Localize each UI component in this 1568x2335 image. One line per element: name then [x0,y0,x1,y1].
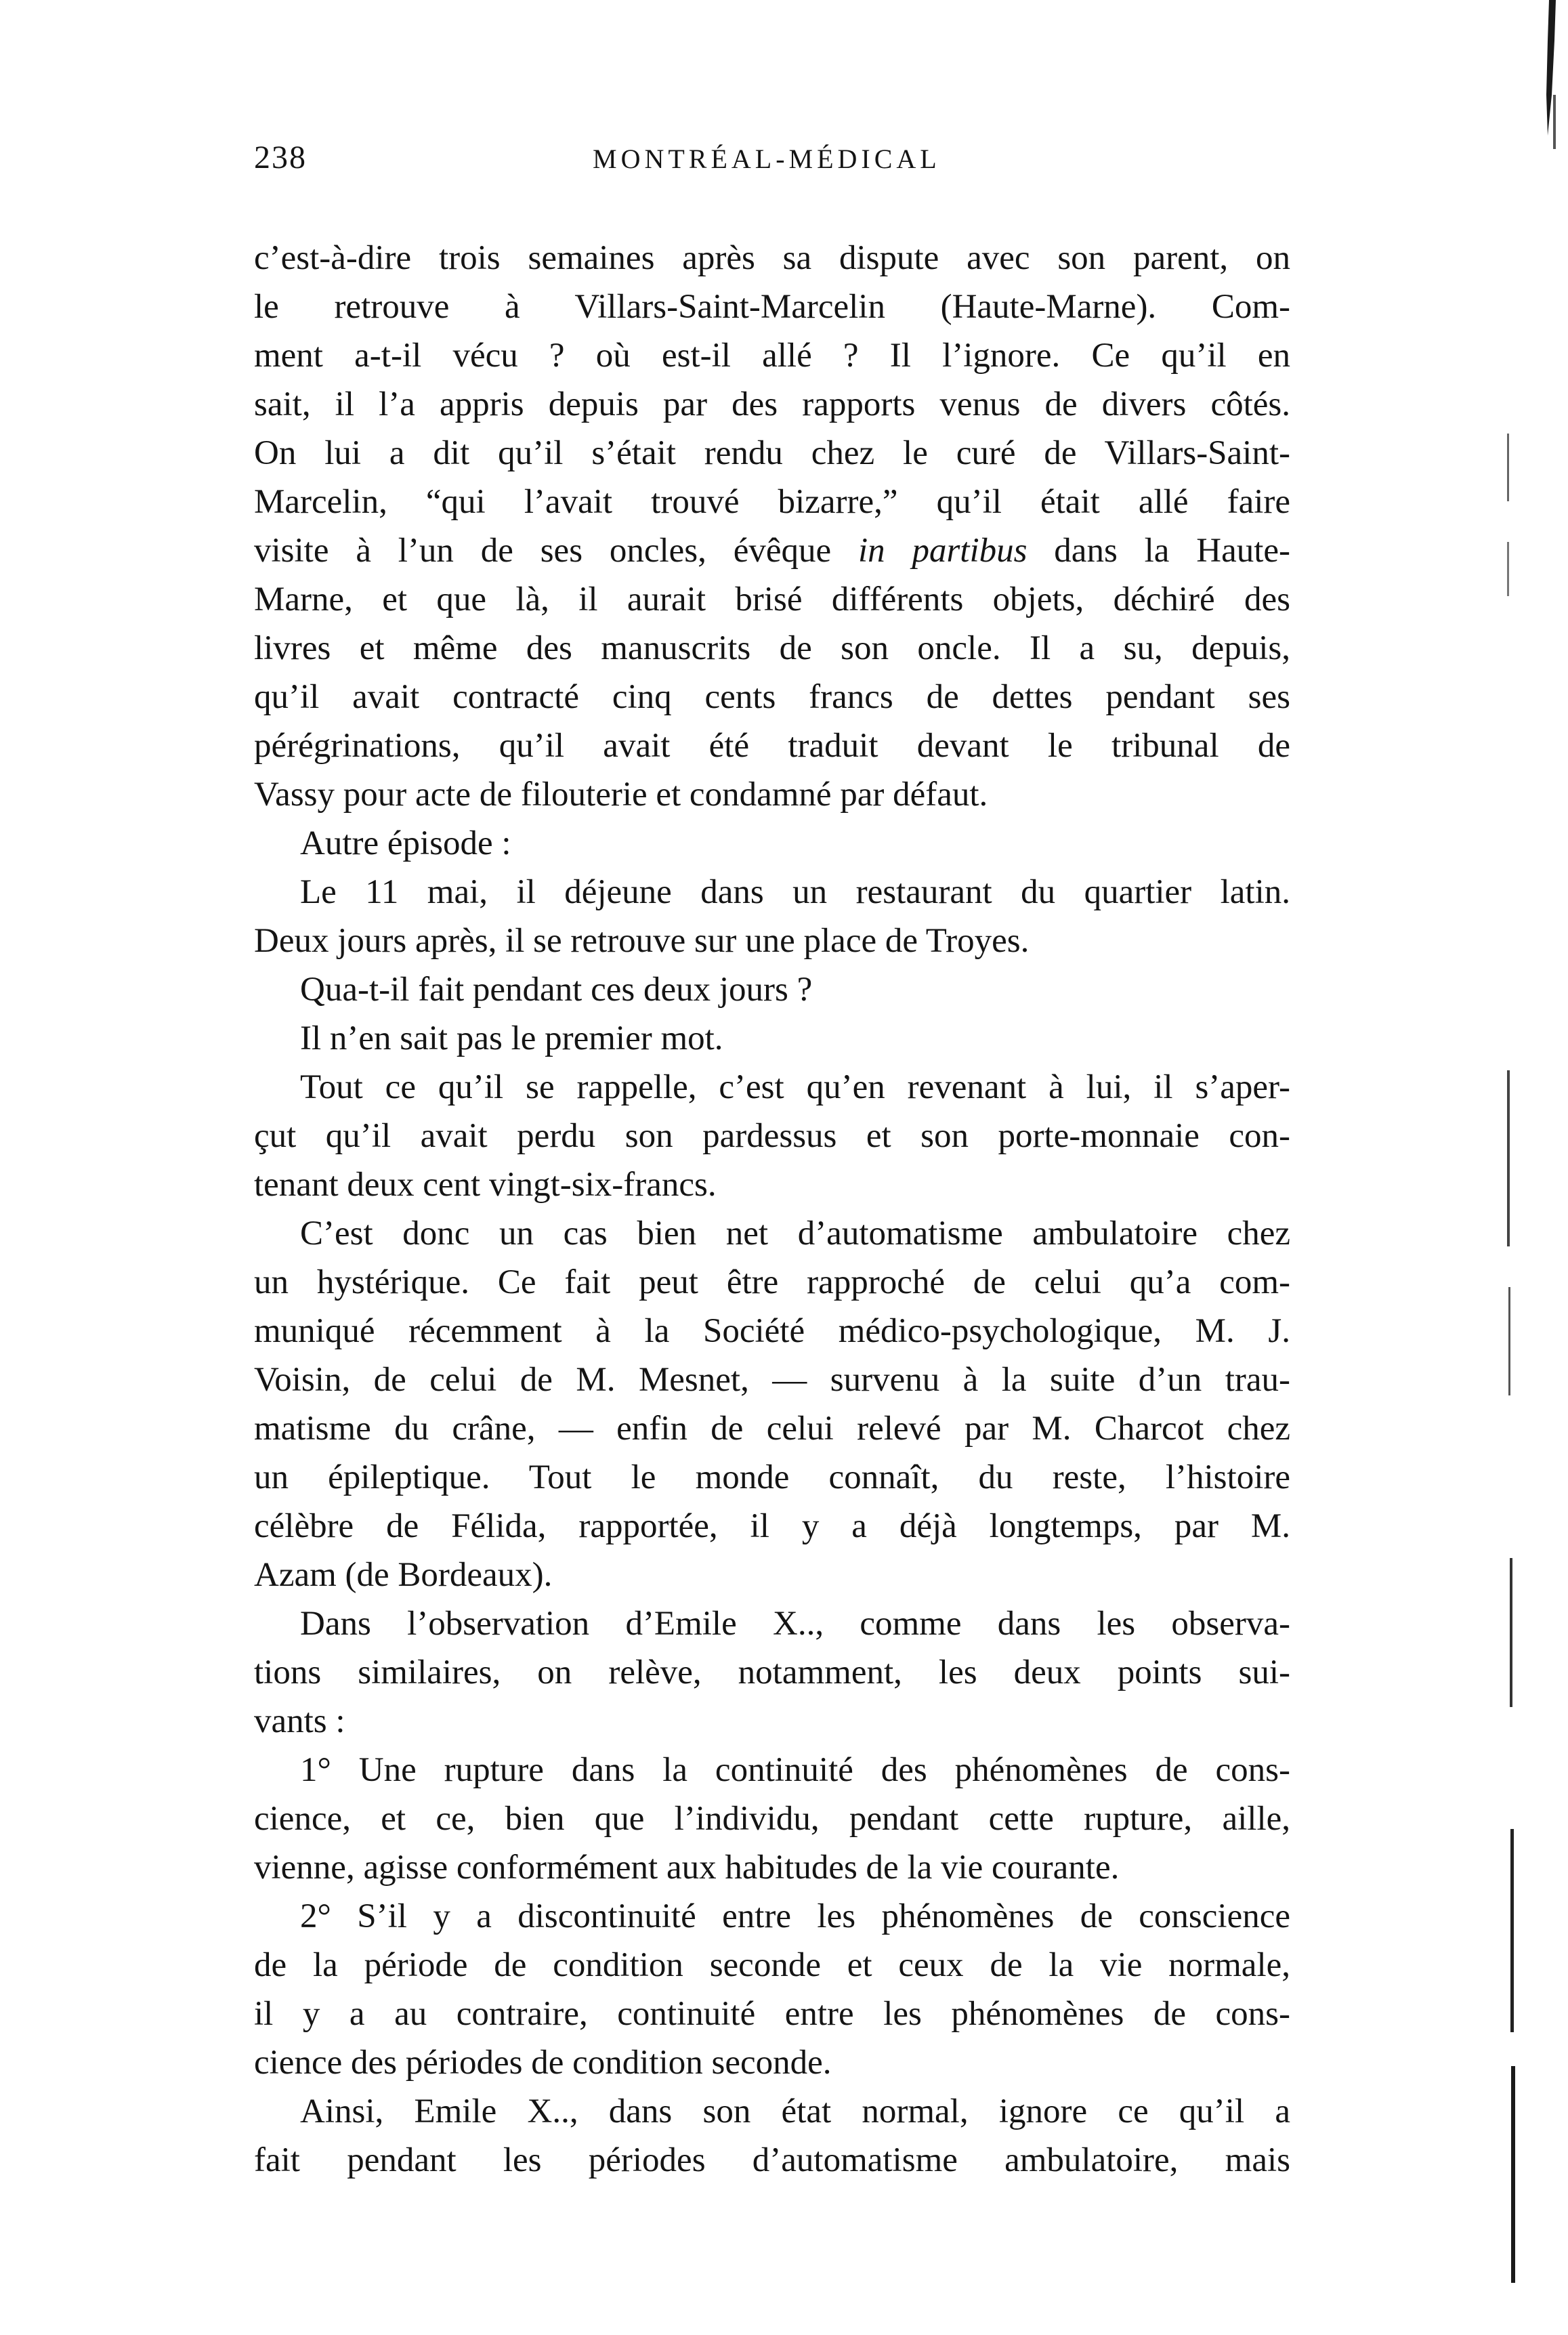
text-line: Autre épisode : [300,824,511,862]
scan-edge-mark [1507,542,1509,596]
text-line: qu’il avait contracté cinq cents francs de dettes pendant ses [254,678,1290,716]
scan-edge-mark [1507,434,1509,501]
text-line: 2° S’il y a discontinuité entre les phénomènes de conscience [300,1897,1290,1935]
text-line: un épileptique. Tout le monde connaît, du reste, l’histoire [254,1458,1290,1496]
text-line: ment a-t-il vécu ? où est-il allé ? Il l’ignore. Ce qu’il en [254,337,1290,375]
text-line: c’est-à-dire trois semaines après sa dispute avec son parent, on [254,239,1290,277]
text-line: On lui a dit qu’il s’était rendu chez le curé de Villars-Saint- [254,434,1290,472]
text-line: le retrouve à Villars-Saint-Marcelin (Haute-Marne). Com- [254,288,1290,326]
text-line: Il n’en sait pas le premier mot. [300,1019,723,1057]
text-line: Dans l’observation d’Emile X.., comme dans les observa- [300,1605,1290,1643]
text-line: 1° Une rupture dans la continuité des phénomènes de cons- [300,1751,1290,1789]
text-line: Azam (de Bordeaux). [254,1556,553,1594]
page-number: 238 [254,140,307,175]
italic-phrase: in partibus [857,532,1027,570]
text-line: Qua-t-il fait pendant ces deux jours ? [300,971,813,1009]
text-line: matisme du crâne, — enfin de celui relevé par M. Charcot chez [254,1410,1290,1448]
text-line: Deux jours après, il se retrouve sur une place de Troyes. [254,922,1030,960]
text-line: Ainsi, Emile X.., dans son état normal, ignore ce qu’il a [300,2092,1290,2130]
text-segment: visite à l’un de ses oncles, évêque [254,532,858,570]
text-line: C’est donc un cas bien net d’automatisme ambulatoire chez [300,1215,1290,1253]
text-line: fait pendant les périodes d’automatisme ambulatoire, mais [254,2141,1290,2179]
text-line: un hystérique. Ce fait peut être rapproché de celui qu’a com- [254,1263,1290,1301]
text-line: cience, et ce, bien que l’individu, pendant cette rupture, aille, [254,1800,1290,1838]
text-line: muniqué récemment à la Société médico-psychologique, M. J. [254,1312,1290,1350]
text-line: célèbre de Félida, rapportée, il y a déjà longtemps, par M. [254,1507,1290,1545]
text-line [254,526,1290,575]
scan-edge-mark [1511,2066,1515,2283]
body-text [254,234,1290,2185]
text-line: sait, il l’a appris depuis par des rapports venus de divers côtés. [254,385,1290,423]
text-line: Tout ce qu’il se rappelle, c’est qu’en revenant à lui, il s’aper- [300,1068,1290,1106]
scan-edge-mark [1510,1829,1514,2032]
scan-edge-noise [1473,0,1568,2335]
text-line: cience des périodes de condition seconde. [254,2044,832,2082]
text-line: Le 11 mai, il déjeune dans un restaurant du quartier latin. [300,873,1290,911]
text-line: tenant deux cent vingt-six-francs. [254,1166,717,1204]
text-line: tions similaires, on relève, notamment, les deux points sui- [254,1654,1290,1691]
text-line: il y a au contraire, continuité entre les phénomènes de cons- [254,1995,1290,2033]
text-line: Voisin, de celui de M. Mesnet, — survenu à la suite d’un trau- [254,1361,1290,1399]
text-line: Vassy pour acte de filouterie et condamné par défaut. [254,776,988,814]
text-line: livres et même des manuscrits de son oncle. Il a su, depuis, [254,629,1290,667]
text-line: çut qu’il avait perdu son pardessus et son porte-monnaie con- [254,1117,1290,1155]
scan-edge-mark [1510,1558,1512,1707]
page-header [254,139,1311,186]
scan-edge-mark [1553,95,1556,149]
running-title: MONTRÉAL-MÉDICAL [593,144,941,174]
scan-edge-mark [1507,1070,1510,1246]
text-line: Marne, et que là, il aurait brisé différents objets, déchiré des [254,581,1290,618]
scan-edge-mark [1508,1287,1510,1395]
text-line: vants : [254,1702,345,1740]
text-segment: dans la Haute- [1027,532,1290,570]
text-line: de la période de condition seconde et ceux de la vie normale, [254,1946,1290,1984]
text-line: vienne, agisse conformément aux habitudes de la vie courante. [254,1849,1120,1887]
text-line: pérégrinations, qu’il avait été traduit devant le tribunal de [254,727,1290,765]
text-line: Marcelin, “qui l’avait trouvé bizarre,” qu’il était allé faire [254,483,1290,521]
